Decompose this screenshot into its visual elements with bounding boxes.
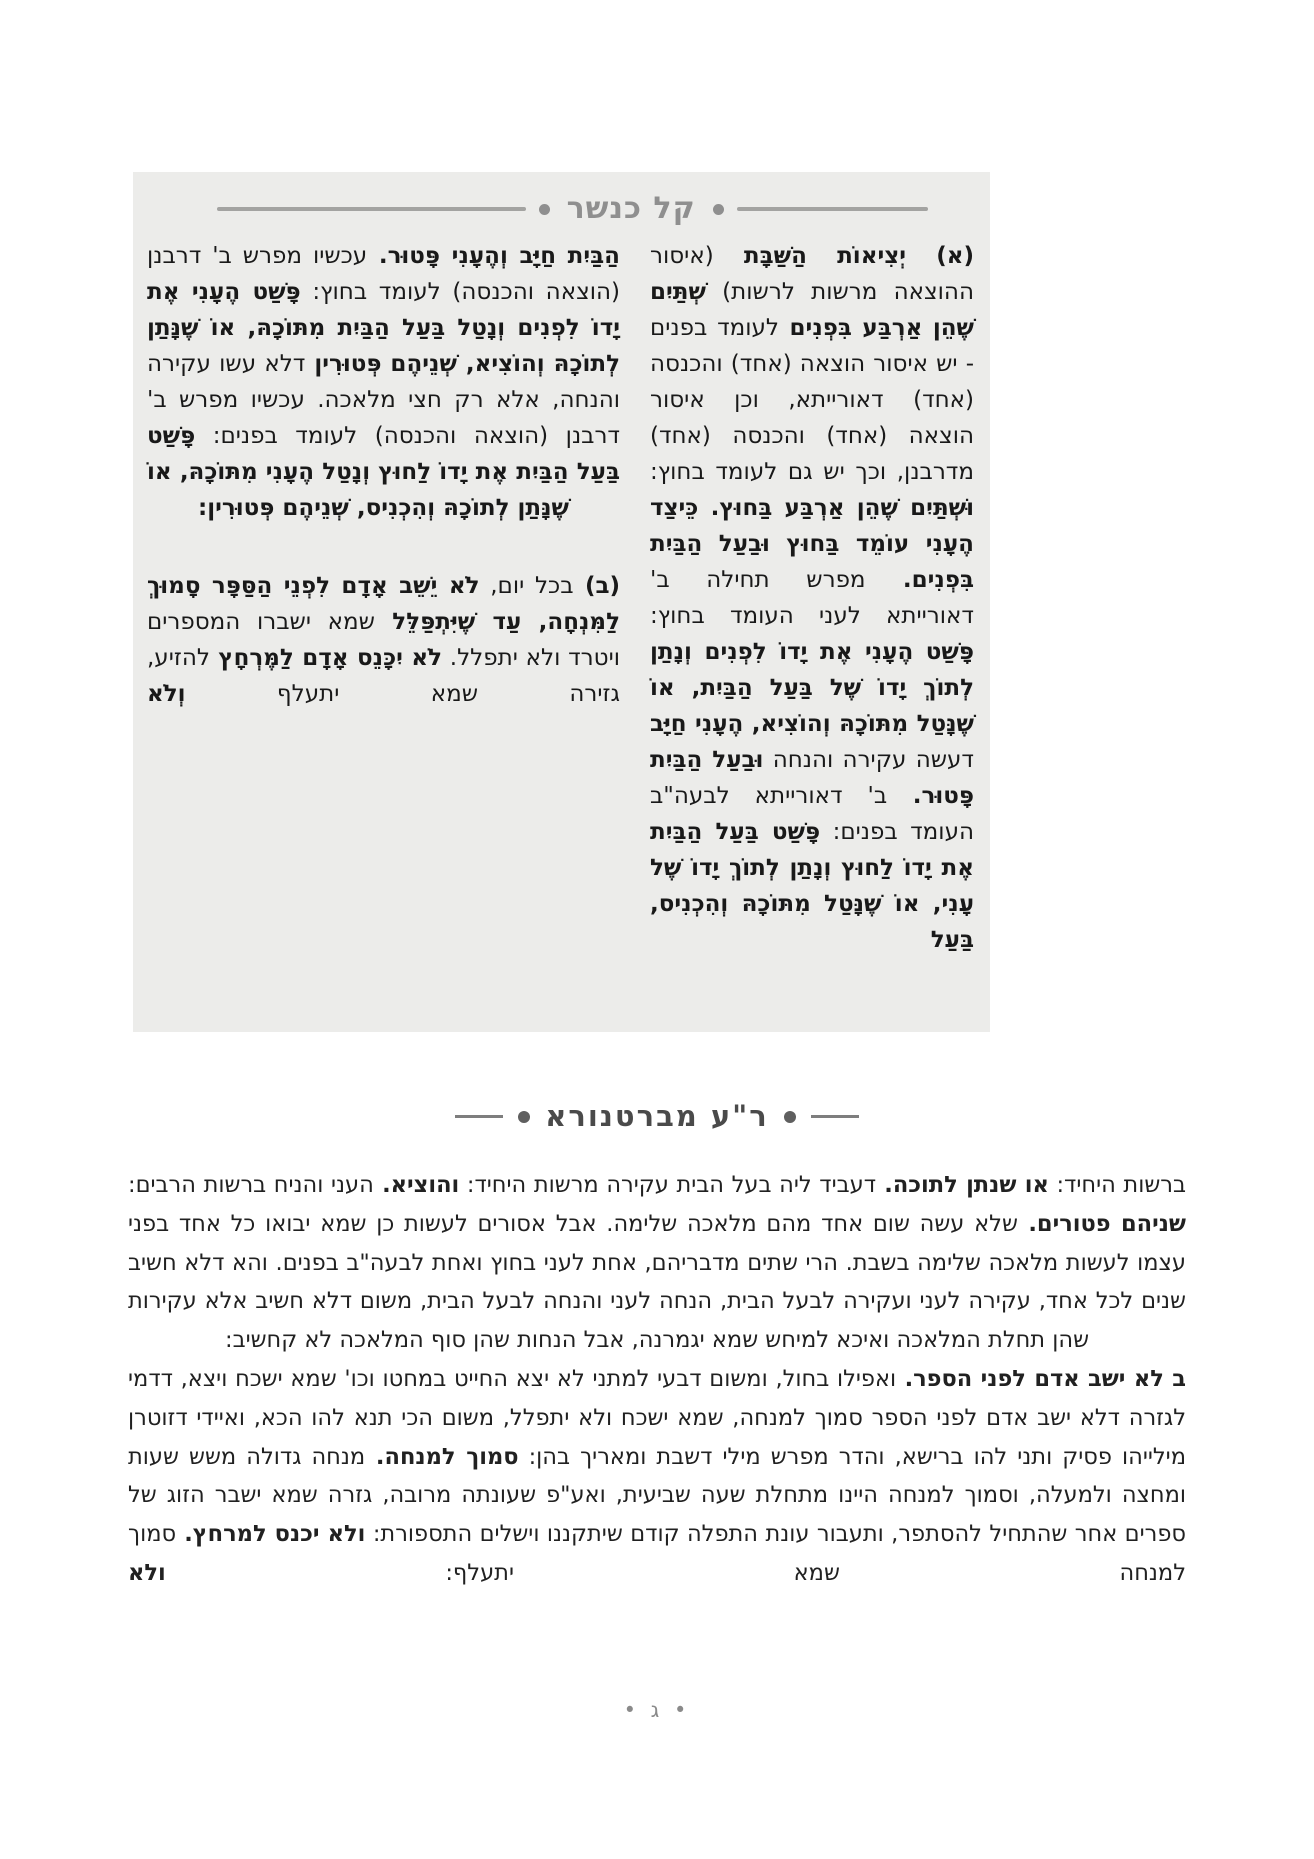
mishnah-2-text: (ב) בכל יום, לֹא יֵשֵׁב אָדָם לִפְנֵי הַסַּפָּר סָמוּךְ לַמִּנְחָה, עַד שֶׁיִּתְפַּלֵּל שמא ישברו המספרים ויטרד ולא יתפלל. לֹא יִכָּנֵס אָדָם לַמֶּרְחָץ להזיע, גזירה שמא יתעלף וְלֹא [147,573,621,707]
bullet-icon [784,1111,796,1123]
dash-icon [811,1115,859,1118]
commentary-header [0,1099,1314,1133]
commentary-title: ר"ע מברטנורא [545,1099,769,1133]
mishnah-column-left [147,238,620,958]
page-number: • ג • [623,1698,691,1722]
mishnah-1-continuation: הַבַּיִת חַיָּב וְהֶעָנִי פָּטוּר. עכשיו מפרש ב' דרבנן (הוצאה והכנסה) לעומד בחוץ: פָּשַׁט הֶעָנִי אֶת יָדוֹ לִפְנִים וְנָטַל בַּעַל הַבַּיִת מִתּוֹכָהּ, אוֹ שֶׁנָּתַן לְתוֹכָהּ וְהוֹצִיא, שְׁנֵיהֶם פְּטוּרִין דלא עשו עקירה והנחה, אלא רק חצי מלאכה. עכשיו מפרש ב' דרבנן (הוצאה והכנסה) לעומד בפנים: פָּשַׁט בַּעַל הַבַּיִת אֶת יָדוֹ לַחוּץ וְנָטַל הֶעָנִי מִתּוֹכָהּ, אוֹ שֶׁנָּתַן לְתוֹכָהּ וְהִכְנִיס, שְׁנֵיהֶם פְּטוּרִין: [147,243,620,521]
bullet-icon [539,204,550,215]
mishnah-text-section [133,172,990,1032]
dash-icon [455,1115,503,1118]
bartenura-commentary [128,1166,1186,1593]
mishnah-column-right [650,238,974,958]
decorative-rule-left [217,207,526,211]
edition-title-header [133,172,990,224]
commentary-paragraph-1: ברשות היחיד: או שנתן לתוכה. דעביד ליה בעל הבית עקירה מרשות היחיד: והוציא. העני והניח ברשות הרבים: שניהם פטורים. שלא עשה שום אחד מהם מלאכה שלימה. אבל אסורים לעשות כן שמא יבואו כל אחד בפני עצמו לעשות מלאכה שלימה בשבת. הרי שתים מדבריהם, אחת לעני בחוץ ואחת לבעה"ב בפנים. והא דלא חשיב שנים לכל אחד, עקירה לעני ועקירה לבעל הבית, הנחה לעני והנחה לבעל הבית, משום דלא חשיב אלא עקירות שהן תחלת המלאכה ואיכא למיחש שמא יגמרנה, אבל הנחות שהן סוף המלאכה לא קחשיב: [128,1172,1187,1354]
decorative-rule-right [737,207,928,211]
bullet-icon [518,1111,530,1123]
commentary-paragraph-2: ב לא ישב אדם לפני הספר. ואפילו בחול, ומשום דבעי למתני לא יצא החייט במחטו וכו' שמא ישכח ויצא, דדמי לגזרה דלא ישב אדם לפני הספר סמוך למנחה, שמא ישכח ולא יתפלל, משום הכי תנא להו הכא, ואיידי דזוטרן מילייהו פסיק ותני להו ברישא, והדר מפרש מילי דשבת ומאריך בהן: סמוך למנחה. מנחה גדולה משש שעות ומחצה ולמעלה, וסמוך למנחה היינו מתחלת שעה שביעית, ואע"פ שעונתה מרובה, גזרה שמא ישבר הזוג של ספרים אחר שהתחיל להסתפר, ותעבור עונת התפלה קודם שיתקננו וישלים התספורת: ולא יכנס למרחץ. סמוך למנחה שמא יתעלף: ולא [128,1365,1186,1586]
mishnah-columns [133,224,990,958]
mishnah-1-text: (א) יְצִיאוֹת הַשַּׁבָּת (איסור ההוצאה מרשות לרשות) שְׁתַּיִם שֶׁהֵן אַרְבַּע בִּפְנִים לעומד בפנים - יש איסור הוצאה (אחד) והכנסה (אחד) דאורייתא, וכן איסור הוצאה (אחד) והכנסה (אחד) מדרבנן, וכך יש גם לעומד בחוץ: וּשְׁתַּיִם שֶׁהֵן אַרְבַּע בַּחוּץ. כֵּיצַד הֶעָנִי עוֹמֵד בַּחוּץ וּבַעַל הַבַּיִת בִּפְנִים. מפרש תחילה ב' דאורייתא לעני העומד בחוץ: פָּשַׁט הֶעָנִי אֶת יָדוֹ לִפְנִים וְנָתַן לְתוֹךְ יָדוֹ שֶׁל בַּעַל הַבַּיִת, אוֹ שֶׁנָּטַל מִתּוֹכָהּ וְהוֹצִיא, הֶעָנִי חַיָּב דעשה עקירה והנחה וּבַעַל הַבַּיִת פָּטוּר. ב' דאורייתא לבעה"ב העומד בפנים: פָּשַׁט בַּעַל הַבַּיִת אֶת יָדוֹ לַחוּץ וְנָתַן לְתוֹךְ יָדוֹ שֶׁל עָנִי, אוֹ שֶׁנָּטַל מִתּוֹכָהּ וְהִכְנִיס, בַּעַל [650,243,975,953]
edition-title: קל כנשר [566,191,696,226]
bullet-icon [713,204,724,215]
